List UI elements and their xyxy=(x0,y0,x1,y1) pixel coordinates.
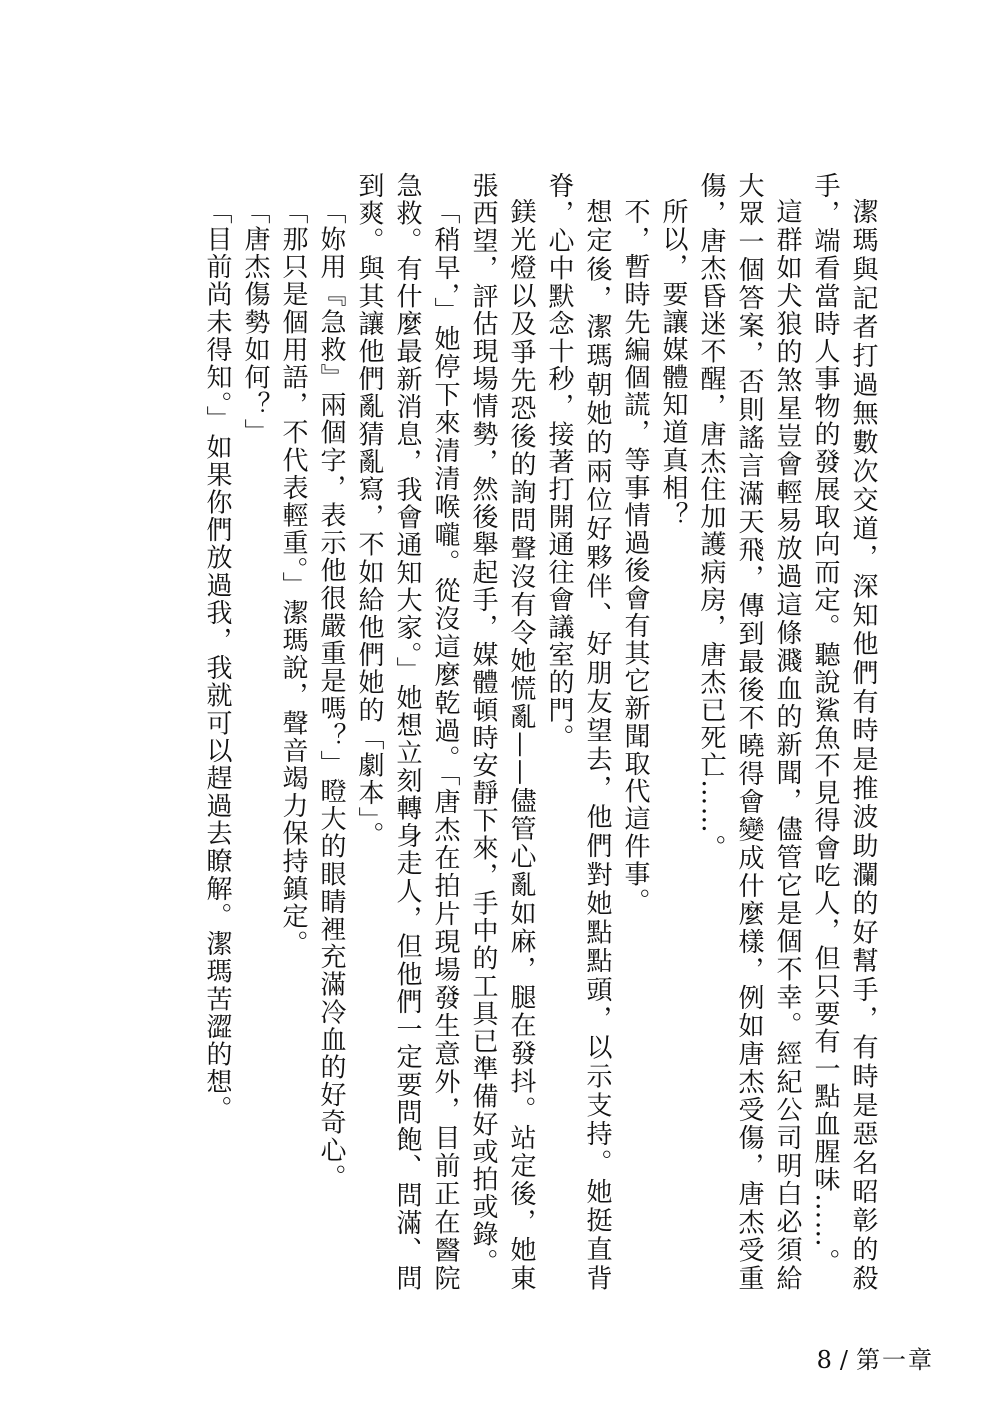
paragraph-6: 鎂光燈以及爭先恐後的詢問聲沒有令她慌亂——儘管心亂如麻，腿在發抖。站定後，她東張西望，評估現場情勢，然後舉起手，媒體頓時安靜下來，手中的工具已準備好或拍或錄。 xyxy=(468,172,536,1292)
paragraph-1: 潔瑪與記者打過無數次交道，深知他們有時是推波助瀾的好幫手，有時是惡名昭彰的殺手，端看當時人事物的發展取向而定。聽說鯊魚不見得會吃人，但只要有一點血腥味……。 xyxy=(810,172,878,1292)
paragraph-9: 「那只是個用語，不代表輕重。」潔瑪說，聲音竭力保持鎮定。 xyxy=(278,198,308,958)
paragraph-8: 「妳用『急救』兩個字，表示他很嚴重是嗎？」瞪大的眼睛裡充滿冷血的好奇心。 xyxy=(316,198,346,1192)
paragraph-10: 「唐杰傷勢如何？」 xyxy=(240,198,270,447)
paragraph-4: 不，暫時先編個謊，等事情過後會有其它新聞取代這件事。 xyxy=(620,198,650,916)
paragraph-3: 所以，要讓媒體知道真相？ xyxy=(658,198,688,530)
footer-separator: / xyxy=(839,1346,850,1374)
body-text xyxy=(122,172,882,1292)
paragraph-7: 「稍早，」她停下來清清喉嚨。從沒這麼乾過。「唐杰在拍片現場發生意外，目前正在醫院急救。有什麼最新消息，我會通知大家。」她想立刻轉身走人，但他們一定要問飽、問滿、問到爽。與其讓他們亂猜亂寫，不如給他們她的「劇本」。 xyxy=(354,172,460,1292)
chapter-title: 第一章 xyxy=(856,1346,934,1374)
paragraph-5: 想定後，潔瑪朝她的兩位好夥伴、好朋友望去，他們對她點點頭，以示支持。她挺直背脊，心中默念十秒，接著打開通往會議室的門。 xyxy=(544,172,612,1292)
page-footer xyxy=(817,1340,934,1375)
paragraph-2: 這群如犬狼的煞星豈會輕易放過這條濺血的新聞，儘管它是個不幸。經紀公司明白必須給大眾一個答案，否則謠言滿天飛，傳到最後不曉得會變成什麼樣，例如唐杰受傷，唐杰受重傷，唐杰昏迷不醒，唐杰住加護病房，唐杰已死亡……。 xyxy=(696,172,802,1292)
paragraph-11: 「目前尚未得知。」如果你們放過我，我就可以趕過去瞭解。潔瑪苦澀的想。 xyxy=(202,198,232,1124)
page-number: 8 xyxy=(816,1346,834,1374)
